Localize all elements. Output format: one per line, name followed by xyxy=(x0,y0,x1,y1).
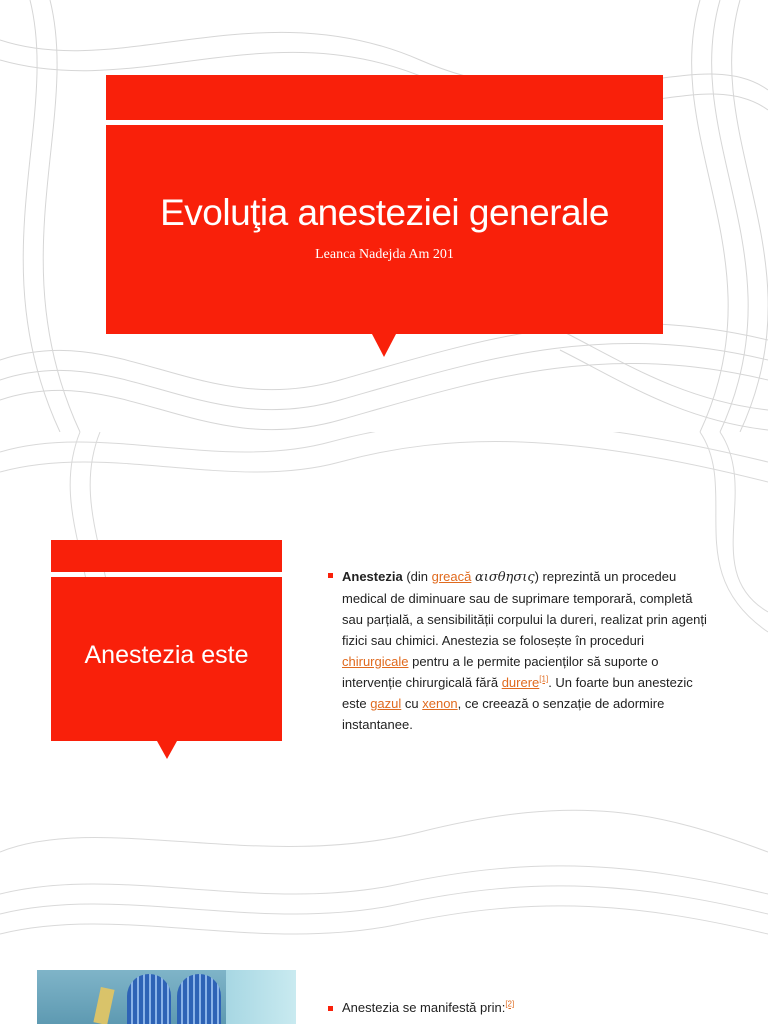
text-segment: . Un foarte bun anestezic este xyxy=(342,675,693,711)
definition-banner xyxy=(51,540,282,572)
reference-1[interactable]: [1] xyxy=(539,674,549,684)
bullet-text xyxy=(342,566,711,735)
definition-bullet xyxy=(329,566,711,735)
link-greaca[interactable]: greacă xyxy=(431,569,472,584)
greek-word: αισθησις xyxy=(474,570,535,585)
breathing-tube xyxy=(177,974,221,1024)
anesthesia-photo xyxy=(37,970,296,1024)
definition-arrow xyxy=(157,741,177,759)
text-segment: cu xyxy=(401,696,423,711)
text-segment: ) reprezintă un procedeu medical de diminuare sau de suprimare temporară, completă sau parțială, a sensibilității corpului la dureri, realizat prin agenți fizici sau chimici. Anestezia se folosește în proceduri xyxy=(342,569,707,648)
text-segment: pentru a le permite pacienților să suporte o intervenție chirurgicală fără xyxy=(342,654,659,690)
page-title: Evoluţia anesteziei generale xyxy=(160,192,609,233)
bullet-marker xyxy=(328,1006,333,1011)
link-chirurgicale[interactable]: chirurgicale xyxy=(342,654,409,669)
title-arrow xyxy=(372,334,396,357)
bold-term: Anestezia xyxy=(342,569,403,584)
bullet-text: Anestezia se manifestă prin: xyxy=(342,1000,506,1015)
photo-strap xyxy=(93,987,114,1024)
text-segment: , ce creează o senzație de adormire instantanee. xyxy=(342,696,665,732)
slide-manifestation xyxy=(0,864,768,1024)
link-xenon[interactable]: xenon xyxy=(422,696,458,711)
title-banner xyxy=(106,75,663,120)
link-durere[interactable]: durere xyxy=(501,675,540,690)
breathing-tube xyxy=(127,974,171,1024)
slide-title xyxy=(0,0,768,432)
slide-definition xyxy=(0,432,768,864)
photo-glove xyxy=(226,970,296,1024)
reference-2[interactable]: [2] xyxy=(505,999,515,1009)
page-subtitle: Leanca Nadejda Am 201 xyxy=(315,247,454,262)
link-gazul[interactable]: gazul xyxy=(370,696,402,711)
definition-heading: Anestezia este xyxy=(84,641,249,669)
text-segment: (din xyxy=(402,569,432,584)
manifestation-bullet xyxy=(329,1000,514,1015)
bullet-marker xyxy=(328,573,333,578)
